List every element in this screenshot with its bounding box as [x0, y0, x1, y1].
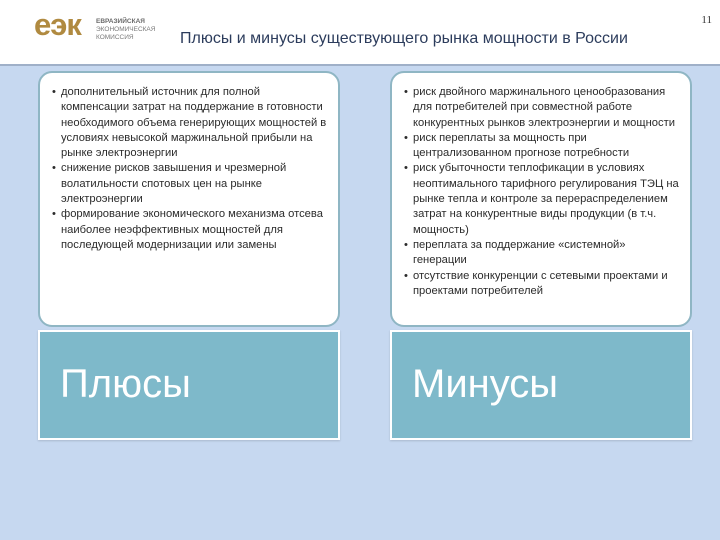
logo-line-1: ЕВРАЗИЙСКАЯ: [96, 18, 145, 25]
pros-item: • дополнительный источник для полной компенсации затрат на поддержание в готовности необходимого объема генерирующих мощностей в условиях невысокой маржинальной прибыли на рынке электроэнергии: [52, 85, 330, 161]
cons-card: [390, 71, 692, 327]
pros-card: [38, 71, 340, 327]
cons-item: • риск двойного маржинального ценообразования для потребителей при совместной работе конкурентных рынков электроэнергии и мощности: [404, 85, 682, 131]
cons-item: • риск убыточности теплофикации в условиях неоптимального тарифного регулирования ТЭЦ на рынке тепла и контроле за перераспределением затрат на конкурентные виды продукции (в т.ч. мощность): [404, 161, 682, 237]
logo-line-3: КОМИССИЯ: [96, 34, 134, 41]
pros-label-box: [38, 330, 340, 440]
cons-label-box: [390, 330, 692, 440]
slide-content: [0, 66, 720, 540]
logo-line-2: ЭКОНОМИЧЕСКАЯ: [96, 26, 156, 33]
cons-item: • переплата за поддержание «системной» генерации: [404, 238, 682, 269]
eek-logo: [34, 8, 164, 52]
page-number: 11: [701, 14, 712, 26]
pros-item: • снижение рисков завышения и чрезмерной волатильности спотовых цен на рынке электроэнергии: [52, 161, 330, 207]
cons-label: Минусы: [412, 362, 559, 406]
logo-mark: еэк: [34, 7, 81, 42]
logo-text: [96, 18, 176, 42]
pros-list: [40, 73, 338, 253]
cons-list: [392, 73, 690, 299]
pros-label: Плюсы: [60, 362, 191, 406]
cons-item: • риск переплаты за мощность при централизованном прогнозе потребности: [404, 131, 682, 162]
slide-title: Плюсы и минусы существующего рынка мощности в России: [180, 30, 628, 47]
pros-item: • формирование экономического механизма отсева наиболее неэффективных мощностей для последующей модернизации или замены: [52, 207, 330, 253]
cons-item: • отсутствие конкуренции с сетевыми проектами и проектами потребителей: [404, 269, 682, 300]
slide-header: [0, 0, 720, 64]
